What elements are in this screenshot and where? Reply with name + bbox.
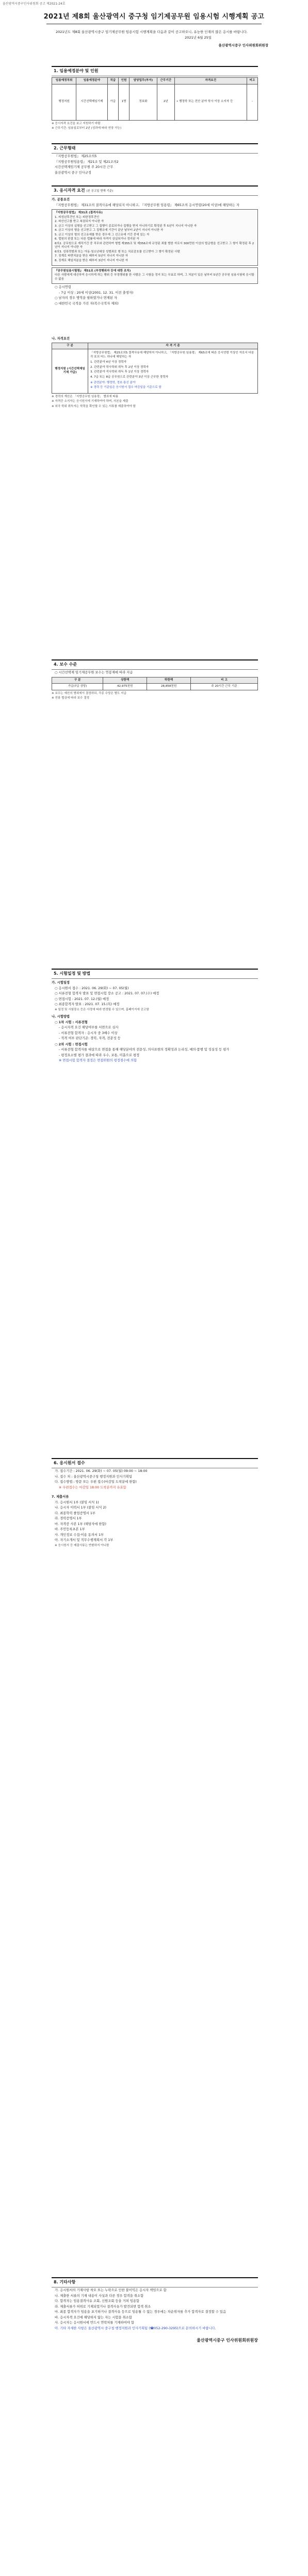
paragraph: 『지방공무원법』 제31조의 결격사유에 해당되지 아니하고, 『지방공무원 임용령』 제65조의 응시연령(20세 이상)에 해당하는 자 xyxy=(55,203,239,207)
col-period: 근무기간 xyxy=(157,78,174,84)
intro-date: 2021년 6월 25일 xyxy=(185,35,212,40)
subheading: 나. 자격요건 xyxy=(52,337,70,341)
document-note: ※ 응시원서 등 제출서류는 반환하지 아니함 xyxy=(55,1544,109,1547)
application-item: 가. 접수기간 : 2021. 06. 29(화) ~ 07. 05(월) 09:00 ~ 18:00 xyxy=(55,1469,148,1473)
section-4-heading: 4. 보수 수준 xyxy=(52,659,258,670)
document-item: 라. 경력증명서 1부 xyxy=(55,1517,82,1520)
subheading: 나. 시험방법 xyxy=(52,1015,70,1019)
stage-item: - 응시자격 요건 해당여부를 서면으로 심사 xyxy=(59,1026,119,1030)
criteria-note: ※ 관련분야: 행정학, 정보·통신 분야 xyxy=(90,381,136,384)
schedule-item: ○ 면접시험 : 2021. 07. 12.(월) 예정 xyxy=(55,997,109,1001)
document-item: 나. 응시자 이력서 1부 (붙임 서식 2) xyxy=(55,1506,106,1510)
box-line: 6의3. 성폭력범죄 또는 아동·청소년대상 성범죄로 형 또는 치료감호를 선고받아 그 형이 확정된 사람 xyxy=(55,250,180,253)
cell-duty: 정보화 xyxy=(129,84,157,120)
misc-item: 가. 응시원서의 기재사항 착오 또는 누락으로 인한 불이익은 응시자 책임으로 함 xyxy=(55,2289,167,2292)
subheading: 가. 공통요건 xyxy=(52,198,70,201)
document-item: 가. 응시원서 1부 (붙임 서식 1) xyxy=(55,1500,99,1504)
criteria-item: 2. 관련분야 학사학위 취득 후 2년 이상 경력자 xyxy=(90,365,149,369)
schedule-item: ○ 최종합격자 발표 : 2021. 07. 15.(목) 예정 xyxy=(55,1003,120,1006)
box-line: 8. 징계로 해임처분을 받은 때부터 3년이 지나지 아니한 자 xyxy=(55,259,128,263)
section-8-body xyxy=(52,2289,258,2345)
document-item: 바. 주민등록초본 1부 xyxy=(55,1528,85,1531)
application-item: 나. 접수 처 : 울산광역시중구청 행정지원과 인사기획팀 xyxy=(55,1475,132,1479)
page-title: 2021년 제8회 울산광역시 중구청 임기제공무원 임용시험 시행계획 공고 xyxy=(43,13,265,21)
closing-org: 울산광역시중구 인사위원회위원장 xyxy=(197,2338,258,2343)
col-qualification: 자격요건 xyxy=(175,78,247,84)
list-item: ○ 대한민국 국적을 가진 자(복수국적자 제외) xyxy=(55,301,119,306)
section-6-body xyxy=(52,1469,258,1549)
section-1-heading: 1. 임용예정분야 및 인원 xyxy=(52,66,258,76)
col-category: 구 분 xyxy=(52,343,88,349)
section-1-note-1: ※ 응시자격 요건을 보고 지원하기 바람 xyxy=(52,122,101,125)
intro-org: 울산광역시중구 인사위원회위원장 xyxy=(218,43,268,47)
application-note: ※ 우편접수는 마감일 18:00 도착분까지 유효함 xyxy=(59,1485,126,1489)
box-title: 『지방공무원법』 제31조 (결격사유) xyxy=(55,211,103,214)
section-4-body xyxy=(52,671,258,702)
document-item: 사. 개인정보 수집·이용 동의서 1부 xyxy=(55,1533,104,1537)
stage-heading: ○ 1차 시험 : 서류전형 xyxy=(55,1020,88,1024)
cell-category: 행정지원 (시간선택제임기제 가급) xyxy=(52,349,88,393)
schedule-item: ○ 응시원서 접수 : 2021. 06. 29(화) ~ 07. 05(월) xyxy=(55,986,129,990)
col-position: 임용예정직위 xyxy=(52,78,76,84)
box-title: 『공무원임용시험령』 제51조 (부정행위자 등에 대한 조치) xyxy=(55,269,131,273)
box-line: 다른 사람에게 대신하여 응시하게 하는 행위 등 부정행위를 한 사람은 그 시험을 정지 또는 무효로 하며, 그 처분이 있은 날부터 5년간 공무원 임용시험에 응시할 수 없음 xyxy=(55,274,254,281)
section-5-body xyxy=(52,980,258,1064)
cell-position: 행정지원 xyxy=(52,84,76,120)
section-8-heading: 8. 기타사항 xyxy=(52,2277,258,2287)
schedule-note: ※ 일정 및 시험장소 등은 사정에 따라 변경될 수 있으며, 홈페이지에 공고함 xyxy=(55,1008,149,1011)
cell-field: 시간선택제임기제 xyxy=(76,84,107,120)
stage-item: - 서류전형 합격자를 대상으로 면접을 통해 해당분야의 전문성, 의사표현의 정확성과 논리성, 예의·품행 및 성실성 등 평가 xyxy=(59,1048,230,1052)
col-duty: 담당업무(부서) xyxy=(129,78,157,84)
schedule-item: ○ 서류전형 합격자 발표 및 면접시험 장소 공고 : 2021. 07. 07.(수) 예정 xyxy=(55,992,159,995)
box-line: 7. 징계로 파면처분을 받은 때부터 5년이 지나지 아니한 자 xyxy=(55,255,128,258)
section-6-heading: 6. 응시원서 접수 xyxy=(52,1458,258,1468)
cell-min: 28,858천원 xyxy=(147,684,191,690)
col-max: 상한액 xyxy=(103,677,147,684)
box-line: 5. 금고 이상의 형의 선고유예를 받은 경우에 그 선고유예 기간 중에 있는 자 xyxy=(55,233,150,236)
application-item: 다. 접수방법 : 방문 또는 우편 접수(마감일 도착분에 한함) xyxy=(55,1480,137,1484)
list-item: - 7급 이상 : 20세 이상(2001. 12. 31. 이전 출생자) xyxy=(59,291,134,295)
cell-category: 가급(7급 상당) xyxy=(52,684,103,690)
cell-period: 2년 xyxy=(157,84,174,120)
criteria-note: ※ 경력 등 기준일은 응시원서 접수 마감일을 기준으로 함 xyxy=(90,386,161,389)
misc-item: 바. 응시자격 요건에 해당하지 않는 자는 시험을 취소함 xyxy=(55,2315,132,2319)
table-row xyxy=(52,349,258,393)
header-meta: 울산광역시중구인사위원회 공고 제2021-24호 xyxy=(3,2,66,6)
qualification-table xyxy=(52,343,258,394)
intro-paragraph: 2021년도 제8회 울산광역시중구 임기제공무원 임용시험 시행계획을 다음과 같이 공고하오니, 유능한 인재의 많은 응시를 바랍니다. xyxy=(56,30,248,34)
box-line: 6. 법원의 판결 또는 다른 법률에 따라 자격이 상실되거나 정지된 자 xyxy=(55,238,139,241)
box-line: 1. 피성년후견인 또는 피한정후견인 xyxy=(55,215,100,219)
footnote: ※ 자격증 소지자는 응시원서에 기재하여야 하며, 사본을 제출 xyxy=(52,400,128,403)
col-criteria: 자 격 기 준 xyxy=(88,343,258,349)
criteria-item: 1. 관련분야 4년 이상 경력자 xyxy=(90,361,127,364)
section-3-title-note: (본 공고일 현재 기준) xyxy=(86,190,114,193)
col-min: 하한액 xyxy=(147,677,191,684)
misc-item: 나. 제출한 서류의 기재 내용이 사실과 다른 경우 합격을 취소함 xyxy=(55,2294,144,2298)
misc-item: 아. 기타 자세한 사항은 울산광역시 중구청 행정지원과 인사기획팀 (☎052-290-3295)으로 문의하시기 바랍니다. xyxy=(55,2326,216,2330)
col-remark: 비고 xyxy=(247,78,257,84)
box-line: 6의2. 공무원으로 재직기간 중 직무와 관련하여 형법 제355조 및 제356조에 규정된 죄를 범한 자로서 300만원 이상의 벌금형을 선고받고 그 형이 확정된 후 2년이 지나지 아니한 자 xyxy=(55,242,254,249)
section-3-body xyxy=(52,197,258,410)
cell-grade: 가급 xyxy=(107,84,118,120)
box-line: 4. 금고 이상의 형을 선고받고 그 집행유예 기간이 끝난 날부터 2년이 지나지 아니한 자 xyxy=(55,229,164,232)
footnote: ※ 경력의 계산은 「지방공무원 임용령」 별표에 따름 xyxy=(52,395,119,398)
cell-count: 1명 xyxy=(118,84,129,120)
subheading: 가. 시험일정 xyxy=(52,981,70,985)
misconduct-box xyxy=(52,267,258,284)
list-item: 『지방공무원법』 제25조의5 xyxy=(55,155,97,158)
misc-item: 마. 최종 합격자가 임용을 포기하거나 결격사유 등으로 임용될 수 없는 경우에는 차순위자를 추가 합격자로 결정할 수 있음 xyxy=(55,2310,226,2314)
cell-remark: - xyxy=(247,84,257,120)
cell-max: 42,975천원 xyxy=(103,684,147,690)
salary-table xyxy=(52,677,258,690)
footnote: ※ 외국 학위 취득자는 학력을 확인할 수 있는 서류를 제출하여야 함 xyxy=(52,404,136,408)
cell-qualification: • 행정학 또는 전산 분야 학사 이상 소지자 등 xyxy=(175,84,247,120)
subheading: 7. 제출서류 xyxy=(52,1495,69,1499)
stage-heading: ○ 2차 시험 : 면접시험 xyxy=(55,1042,88,1046)
intro-block xyxy=(52,30,268,47)
list-item: ○ 남자의 경우 병역을 필하였거나 면제된 자 xyxy=(55,296,117,300)
criteria-text: 「지방공무원법」 제25조의5 결격사유에 해당하지 아니하고, 「지방공무원 임용령」 제65조에 따른 응시연령 이상인 자로서 다음 각 호의 어느 하나에 해당하는 자 xyxy=(90,351,254,359)
col-grade: 직급 xyxy=(107,78,118,84)
document-item: 마. 자격증 사본 1부 (해당자에 한함) xyxy=(55,1522,107,1526)
cell-remark: 주 20시간 근무 기준 xyxy=(190,684,257,690)
col-remark: 비 고 xyxy=(190,677,257,684)
col-category: 구 분 xyxy=(52,677,103,684)
stage-item: ※ 면접시험 합격자 결정은 면접위원의 평정점수에 의함 xyxy=(59,1059,137,1063)
section-3-title: 3. 응시자격 요건 xyxy=(54,188,85,193)
col-count: 인원 xyxy=(118,78,129,84)
box-line: 3. 금고 이상의 실형을 선고받고 그 집행이 종료되거나 집행을 받지 아니하기로 확정된 후 5년이 지나지 아니한 자 xyxy=(55,224,197,228)
stage-item: - 서류전형 합격자 : 응시자 중 3배수 이상 xyxy=(59,1031,118,1035)
criteria-item: 4. 7급 또는 8급 공무원으로 관련분야 3년 이상 근무한 경력자 xyxy=(90,375,168,379)
col-field: 임용예정분야 xyxy=(76,78,107,84)
footnote: ※ 연봉 협상에 따라 보수 결정 xyxy=(52,697,90,700)
disqualification-box xyxy=(52,209,258,266)
cell-criteria xyxy=(88,349,258,393)
list-item: 울산광역시 중구 인사규정 xyxy=(55,171,91,175)
document-item: 다. 최종학력 졸업증명서 1부 xyxy=(55,1511,95,1515)
stage-item: - 적격 여부 판단기준: 경력, 자격, 전문성 등 xyxy=(59,1037,121,1041)
box-line: 2. 파산선고를 받고 복권되지 아니한 자 xyxy=(55,220,104,224)
section-1-note-2: ※ 근무기간: 임용일로부터 2년 (성과에 따라 연장 가능) xyxy=(52,127,122,130)
list-item: 『지방공무원임용령』 제21조 및 제21조의2 xyxy=(55,160,119,164)
position-table xyxy=(52,77,258,121)
section-2-body xyxy=(52,155,258,176)
paragraph: ○ 시간선택제 임기제공무원 보수는 연봉제에 따라 지급 xyxy=(55,671,133,674)
section-5-heading: 5. 시험일정 및 방법 xyxy=(52,969,258,979)
section-3-heading xyxy=(52,185,258,196)
document-item: 아. 자기소개서 및 직무수행계획서 각 1부 xyxy=(55,1538,114,1542)
criteria-item: 3. 관련분야 석사학위 취득 후 1년 이상 경력자 xyxy=(90,370,149,374)
list-item: ○ 응시연령 xyxy=(55,285,71,290)
stage-item: - 평정요소별 평가 결과에 따라 우수, 보통, 미흡으로 평정 xyxy=(59,1053,140,1057)
list-item: 시간선택제임기제 공무원 주 20시간 근무 xyxy=(55,165,114,169)
table-row xyxy=(52,84,258,120)
misc-item: 라. 제출서류가 허위로 기재되었거나 결격사유가 발견되면 합격 취소 xyxy=(55,2304,151,2309)
footnote: ※ 보수는 예산의 범위에서 결정하되, 각종 수당은 별도 지급 xyxy=(52,691,126,695)
table-row xyxy=(52,684,258,690)
misc-item: 다. 합격자는 임용결격사유 조회, 신원조회 등을 거쳐 임용함 xyxy=(55,2299,140,2303)
misc-item: 사. 응시자는 응시원서에 반드시 연락처를 기재하여야 함 xyxy=(55,2321,134,2325)
section-2-heading: 2. 근무형태 xyxy=(52,143,258,154)
section-1-body xyxy=(52,77,258,132)
